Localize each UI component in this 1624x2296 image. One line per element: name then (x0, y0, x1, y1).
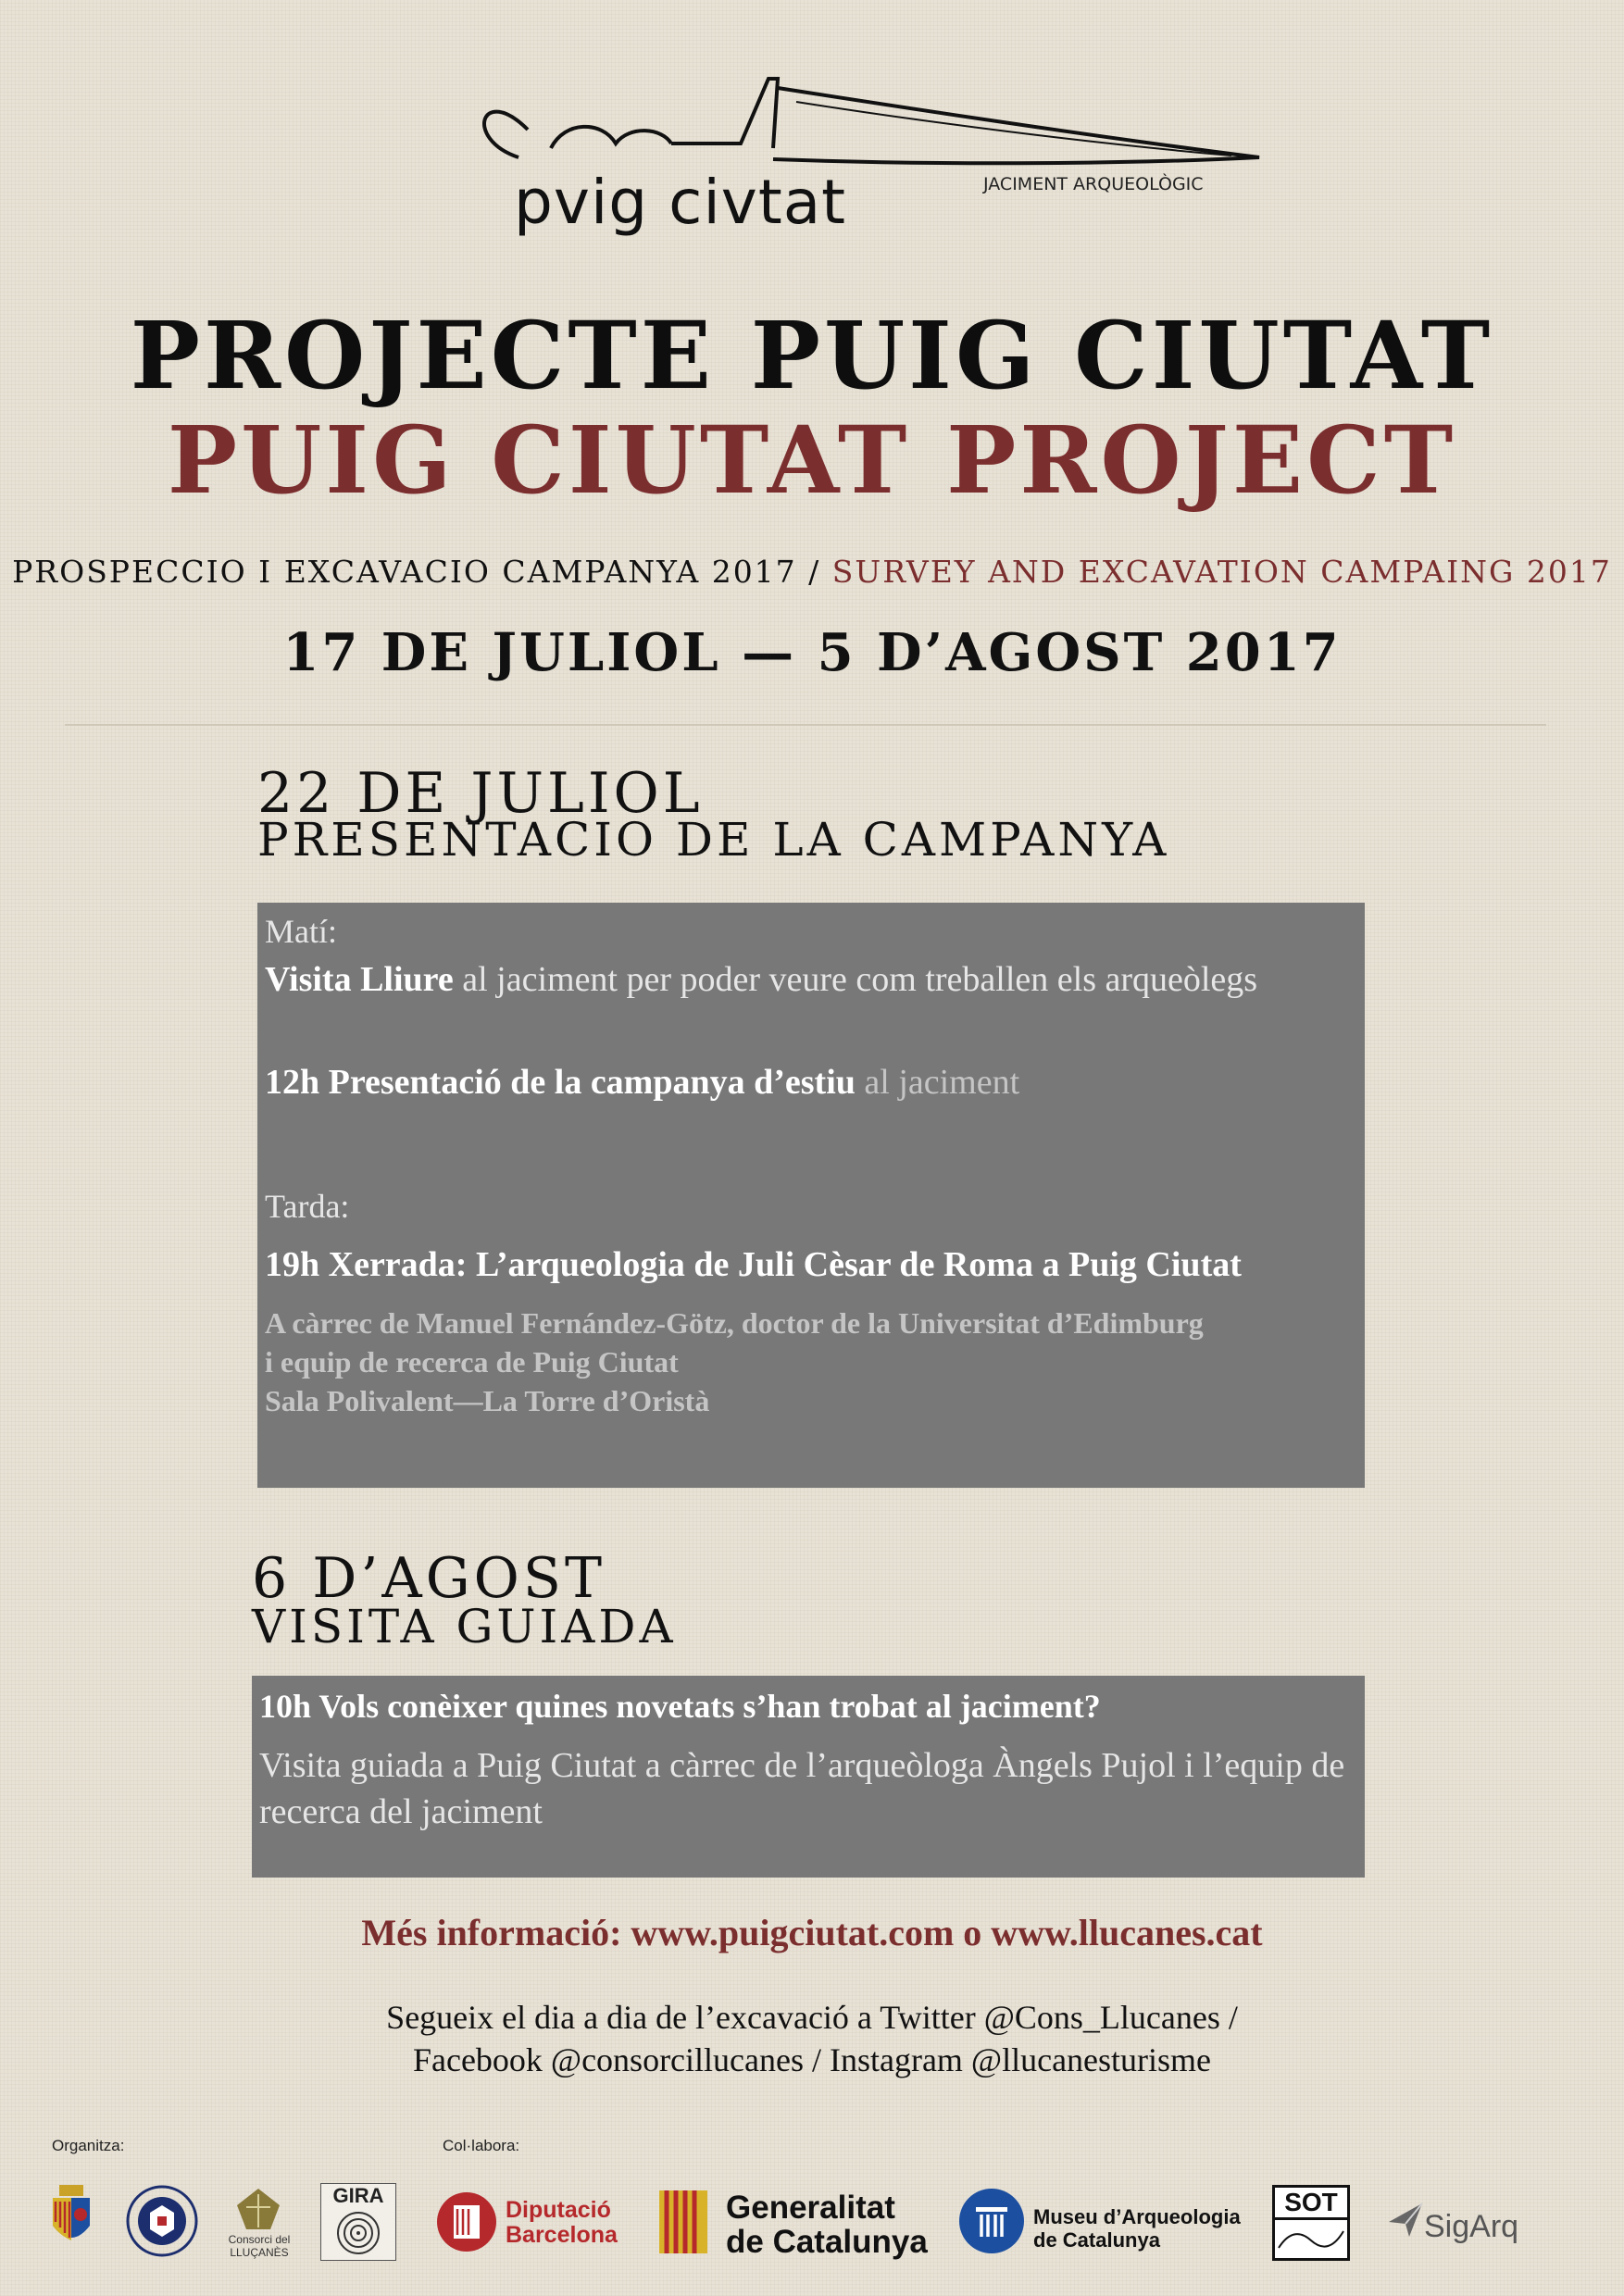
campaign-subline-english: SURVEY AND EXCAVATION CAMPAING 2017 (831, 554, 1612, 590)
logo-subtitle: JACIMENT ARQUEOLÒGIC (983, 174, 1204, 194)
organizer-label: Organitza: (52, 2137, 125, 2154)
diputacio-barcelona-label: Diputació Barcelona (506, 2197, 618, 2248)
social-line2: Facebook @consorcillucanes / Instagram @llucanesturisme (412, 2041, 1212, 2078)
speaker-line2: i equip de recerca de Puig Ciutat (265, 1345, 679, 1379)
more-info: Més informació: www.puigciutat.com o www.llucanes.cat (361, 1912, 1263, 1953)
university-edinburgh-logo (126, 2185, 198, 2257)
consorci-llucanes-label: Consorci del LLUÇANÈS (228, 2233, 291, 2259)
campaign-subline-catalan: PROSPECCIO I EXCAVACIO CAMPANYA 2017 / (12, 554, 821, 590)
event2-date: 6 D’AGOST (252, 1546, 606, 1611)
sigarq-icon (1387, 2202, 1424, 2239)
social-line1: Segueix el dia a dia de l’excavació a Twitter @Cons_Llucanes / (386, 1999, 1238, 2036)
sot-logo: SOT (1272, 2185, 1350, 2261)
consorci-llucanes-logo (233, 2187, 283, 2231)
morning-visit (265, 956, 1357, 1003)
talk-venue: Sala Polivalent—La Torre d’Oristà (265, 1384, 710, 1417)
gira-spiral-icon (332, 2210, 384, 2256)
sigarq-label: SigArq (1424, 2209, 1519, 2244)
social-follow (0, 1996, 1624, 2081)
event1-title: PRESENTACIO DE LA CAMPANYA (257, 813, 1170, 867)
sot-wave-icon (1275, 2220, 1347, 2257)
event1-date: 22 DE JULIOL (257, 761, 704, 826)
title-english: PUIG CIUTAT PROJECT (167, 406, 1457, 515)
museu-arqueologia-label: Museu d’Arqueologia de Catalunya (1033, 2205, 1241, 2252)
talk-details (265, 1304, 1357, 1420)
campaign-dates: 17 DE JULIOL — 5 D’AGOST 2017 (282, 622, 1342, 683)
gira-logo: GIRA (320, 2183, 396, 2261)
collaborator-label: Col·labora: (443, 2137, 520, 2154)
diputacio-barcelona-icon (435, 2190, 498, 2253)
tour-description: Visita guiada a Puig Ciutat a càrrec de l’arqueòloga Àngels Pujol i l’equip de recerca del jaciment (259, 1746, 1345, 1831)
presentation-rest: al jaciment (855, 1063, 1020, 1102)
generalitat-label: Generalitat de Catalunya (726, 2190, 928, 2260)
morning-visit-bold: Visita Lliure (265, 960, 454, 999)
logo-wordmark: pvig civtat (514, 167, 847, 238)
presentation (265, 1062, 1019, 1103)
morning-label: Matí: (265, 913, 337, 950)
divider (65, 724, 1546, 726)
morning-visit-text: al jaciment per poder veure com treballen els arqueòlegs (453, 960, 1258, 999)
talk-title: 19h Xerrada: L’arqueologia de Juli Cèsar de Roma a Puig Ciutat (265, 1245, 1242, 1284)
title-catalan: PROJECTE PUIG CIUTAT (130, 301, 1494, 410)
presentation-bold: 12h Presentació de la campanya d’estiu (265, 1063, 856, 1102)
generalitat-icon (657, 2189, 709, 2255)
campaign-subline (0, 554, 1624, 590)
afternoon-label: Tarda: (265, 1188, 350, 1225)
event2-title: VISITA GUIADA (252, 1600, 677, 1653)
coat-of-arms-icon (50, 2185, 93, 2252)
museu-arqueologia-icon (957, 2187, 1026, 2255)
tour-headline: 10h Vols conèixer quines novetats s’han trobat al jaciment? (259, 1688, 1101, 1725)
speaker-line1: A càrrec de Manuel Fernández-Götz, doctor de la Universitat d’Edimburg (265, 1306, 1204, 1340)
